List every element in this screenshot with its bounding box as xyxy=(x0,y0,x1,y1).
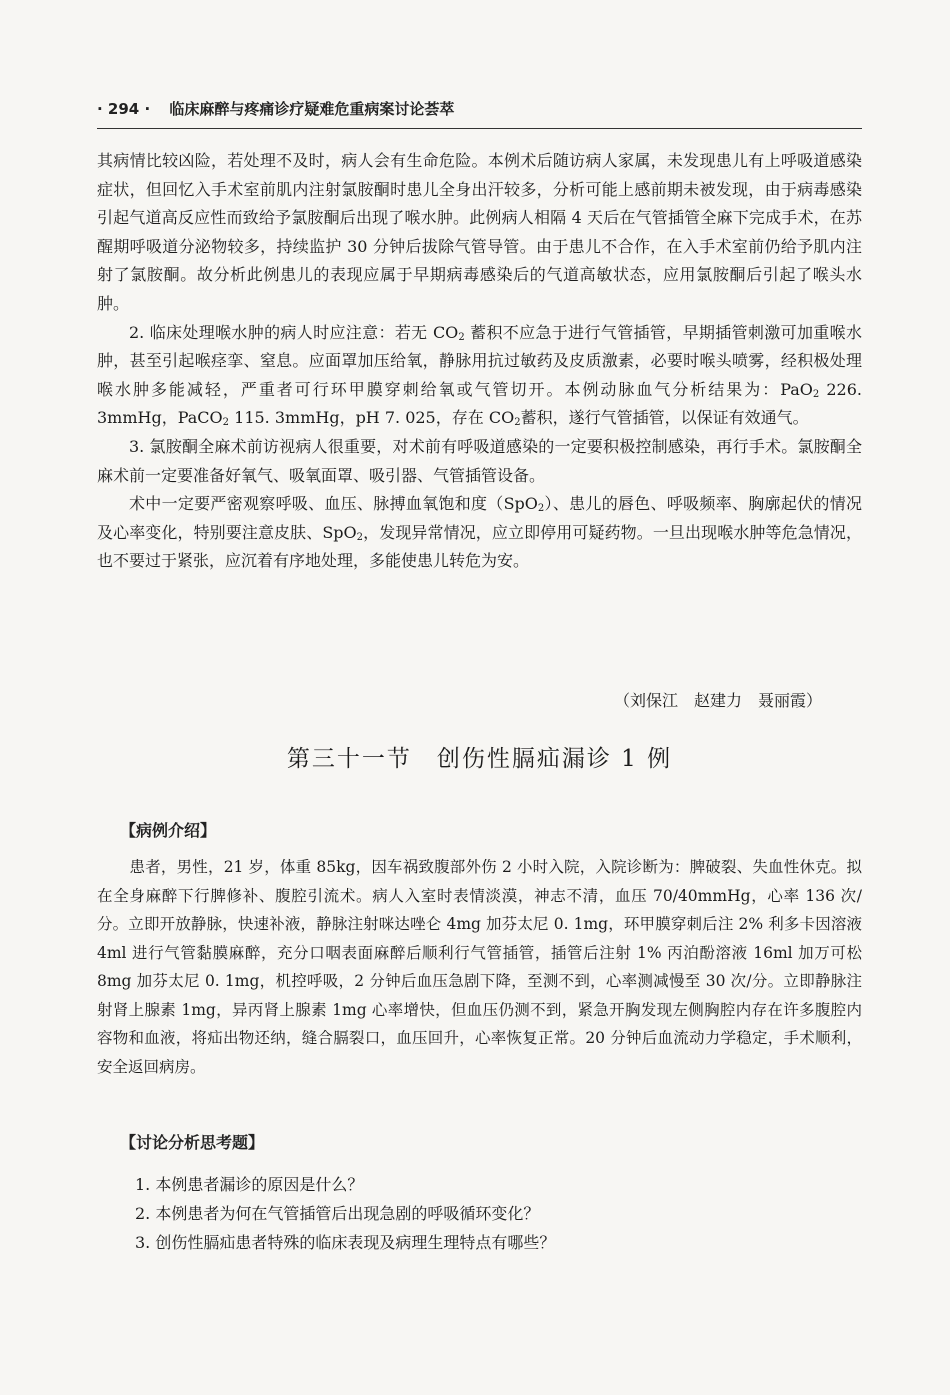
question-item: 1. 本例患者漏诊的原因是什么？ xyxy=(135,1175,364,1194)
running-header xyxy=(97,98,862,119)
section-title: 第三十一节 创伤性膈疝漏诊 1 例 xyxy=(286,746,673,772)
analysis-paragraph-3: 3. 氯胺酮全麻术前访视病人很重要，对术前有呼吸道感染的一定要积极控制感染，再行手术。氯胺酮全麻术前一定要准备好氧气、吸氧面罩、吸引器、气管插管设备。 xyxy=(97,436,862,485)
analysis-section xyxy=(97,147,862,576)
header-rule xyxy=(97,128,862,129)
page-number: · 294 · xyxy=(97,100,151,118)
discussion-questions xyxy=(135,1170,855,1257)
author-credits: （刘保江 赵建力 聂丽霞） xyxy=(613,691,822,710)
discussion-heading: 【讨论分析思考题】 xyxy=(120,1133,265,1152)
analysis-paragraph-4: 术中一定要严密观察呼吸、血压、脉搏血氧饱和度（SpO$_2$）、患儿的唇色、呼吸频率、胸廓起伏的情况及心率变化，特别要注意皮肤、SpO$_2$，发现异常情况，应立即停用可疑药物。一旦出现喉水肿等危急情况，也不要过于紧张，应沉着有序地处理，多能使患儿转危为安。 xyxy=(97,494,862,571)
case-intro-heading: 【病例介绍】 xyxy=(120,821,217,840)
case-intro-text: 患者，男性，21 岁，体重 85kg，因车祸致腹部外伤 2 小时入院，入院诊断为：脾破裂、失血性休克。拟在全身麻醉下行脾修补、腹腔引流术。病人入室时表情淡漠，神志不清，血压 70/40mmHg，心率 136 次/分。立即开放静脉，快速补液，静脉注射咪达唑仑 4mg 加芬太尼 0. 1mg，环甲膜穿刺后注 2% 利多卡因溶液 4ml 进行气管黏膜麻醉，充分口咽表面麻醉后顺利行气管插管，插管后注射 1% 丙泊酚溶液 16ml 加万可松 8mg 加芬太尼 0. 1mg，机控呼吸，2 分钟后血压急剧下降，至测不到，心率测减慢至 30 次/分。立即静脉注射肾上腺素 1mg，异丙肾上腺素 1mg 心率增快，但血压仍测不到，紧急开胸发现左侧胸腔内存在许多腹腔内容物和血液，将疝出物还纳，缝合膈裂口，血压回升，心率恢复正常。20 分钟后血流动力学稳定，手术顺利，安全返回病房。 xyxy=(97,858,862,1076)
analysis-paragraph-1: 其病情比较凶险，若处理不及时，病人会有生命危险。本例术后随访病人家属，未发现患儿有上呼吸道感染症状，但回忆入手术室前肌内注射氯胺酮时患儿全身出汗较多，分析可能上感前期未被发现，由于病毒感染引起气道高反应性而致给予氯胺酮后出现了喉水肿。此例病人相隔 4 天后在气管插管全麻下完成手术，在苏醒期呼吸道分泌物较多，持续监护 30 分钟后拔除气管导管。由于患儿不合作，在入手术室前仍给予肌内注射了氯胺酮。故分析此例患儿的表现应属于早期病毒感染后的气道高敏状态，应用氯胺酮后引起了喉头水肿。 xyxy=(97,151,862,313)
question-item: 3. 创伤性膈疝患者特殊的临床表现及病理生理特点有哪些？ xyxy=(135,1233,556,1252)
book-title: 临床麻醉与疼痛诊疗疑难危重病案讨论荟萃 xyxy=(169,100,455,118)
analysis-paragraph-2: 2. 临床处理喉水肿的病人时应注意：若无 $CO_2$ 蓄积不应急于进行气管插管，早期插管刺激可加重喉水肿，甚至引起喉痉挛、窒息。应面罩加压给氧，静脉用抗过敏药及皮质激素，必要时喉头喷雾，经积极处理喉水肿多能减轻，严重者可行环甲膜穿刺给氧或气管切开。本例动脉血气分析结果为：PaO$_2$ 226. 3mmHg，PaCO$_2$ 115. 3mmHg，pH 7. 025，存在 $CO_2$蓄积，遂行气管插管，以保证有效通气。 xyxy=(97,322,862,429)
question-item: 2. 本例患者为何在气管插管后出现急剧的呼吸循环变化？ xyxy=(135,1204,540,1223)
